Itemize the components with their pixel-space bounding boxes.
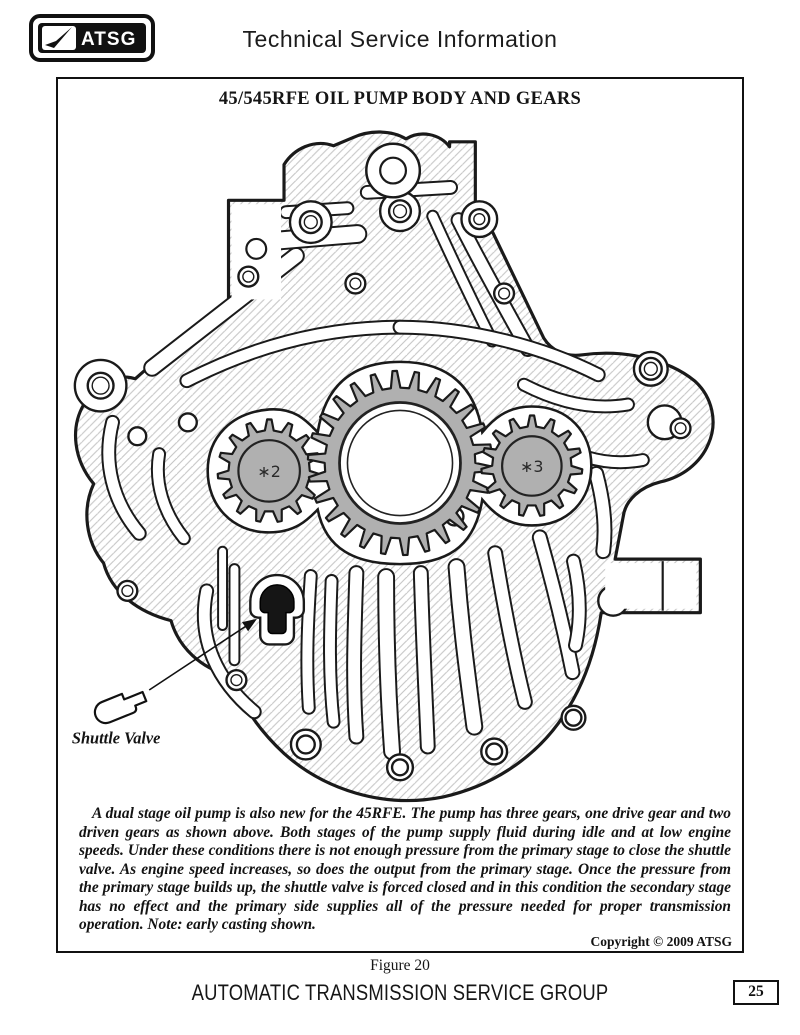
figure-box (56, 77, 744, 953)
page-number: 25 (733, 980, 779, 1005)
oil-pump-drawing (58, 121, 742, 803)
figure-title: 45/545RFE OIL PUMP BODY AND GEARS (218, 89, 582, 109)
figure-caption: Figure 20 (370, 957, 430, 974)
shuttle-valve-label: Shuttle Valve (71, 728, 161, 748)
copyright-notice: Copyright © 2009 ATSG (590, 934, 732, 949)
driven-gear-3-label: ∗3 (520, 456, 544, 476)
driven-gear-2-label: ∗2 (257, 461, 281, 481)
footer-organization: AUTOMATIC TRANSMISSION SERVICE GROUP (191, 980, 609, 1005)
page-header-title: Technical Service Information (242, 26, 558, 52)
body-paragraph: A dual stage oil pump is also new for the 45RFE. The pump has three gears, one drive gear and two driven gears as shown above. Both stages of the pump supply fluid during idle and at low engine speeds. Under these conditions there is not enough pressure from the primary stage to close the shuttle valve. As engine speed increases, so does the output from the primary stage. Once the pressure from the primary stage builds up, the shuttle valve is forced closed and in this condition the secondary stage has no effect and the primary side supplies all of the pressure needed for proper transmission operation. Note: early casting shown. (79, 805, 731, 933)
shuttle-valve-icon (92, 686, 149, 726)
logo-text: ATSG (81, 29, 137, 50)
oil-pump-diagram (58, 121, 742, 803)
